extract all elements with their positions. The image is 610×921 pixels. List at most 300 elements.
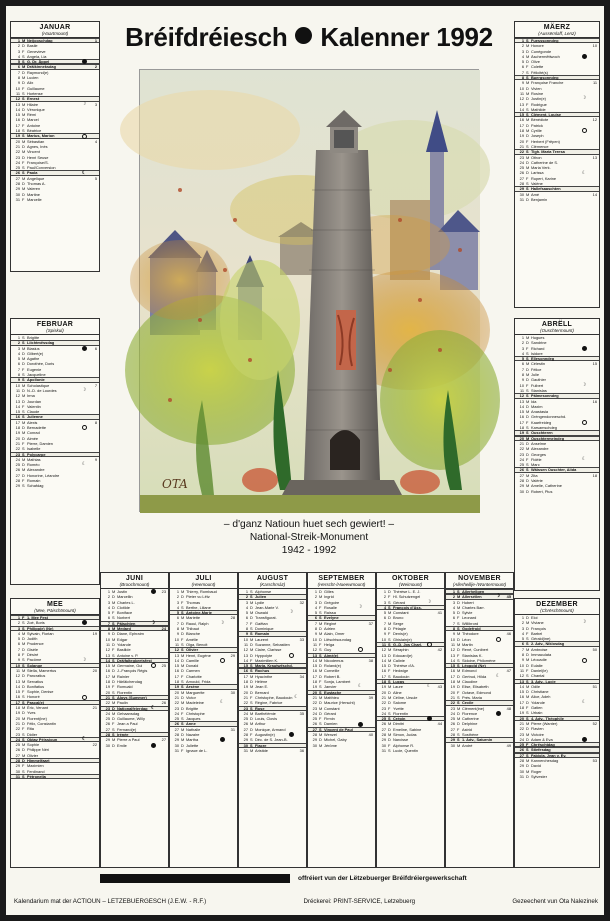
day-number: 15	[15, 112, 20, 118]
day-saint-name: Romain	[27, 478, 41, 484]
day-number: 21	[174, 694, 179, 700]
day-row	[515, 197, 599, 202]
day-saint-name: Adrien	[324, 626, 336, 632]
day-saint-name: Calixte	[393, 657, 405, 663]
day-number: 20	[15, 138, 20, 144]
weekday-letter: S	[457, 700, 460, 706]
weekday-letter: D	[22, 117, 25, 123]
day-number: 17	[450, 673, 455, 679]
weekday-letter: D	[181, 742, 184, 748]
day-number: 9	[521, 657, 524, 663]
day-number: 16	[15, 414, 20, 420]
day-number: 13	[243, 652, 248, 658]
weekday-letter: S	[457, 663, 460, 669]
day-saint-name: Agathe	[27, 356, 40, 362]
day-number: 7	[383, 620, 386, 626]
week-number: 25	[161, 663, 166, 669]
day-saint-name: Félice	[531, 366, 542, 372]
weekday-letter: S	[388, 747, 391, 753]
weekday-letter: D	[388, 652, 391, 658]
weekday-letter: F	[181, 599, 184, 605]
day-saint-name: Janvier	[324, 684, 337, 690]
day-saint-name: Aline	[393, 689, 402, 695]
day-saint-name: Marcel	[27, 117, 39, 123]
day-number: 3	[452, 599, 455, 605]
weekday-letter: S	[250, 742, 253, 748]
day-number: 19	[15, 133, 20, 139]
day-number: 4	[383, 604, 386, 610]
month-header	[239, 573, 306, 589]
day-saint-name: Mariette	[186, 615, 201, 621]
day-saint-name: Alexandre	[531, 446, 549, 452]
day-saint-name: Éric, Venant	[27, 705, 48, 711]
weekday-letter: S	[526, 186, 529, 192]
week-number: 11	[592, 80, 597, 86]
weekday-letter: M	[319, 631, 323, 637]
day-saint-name: Hyacinthe	[255, 673, 273, 679]
week-number: 19	[92, 630, 97, 636]
day-saint-name: Ghislain(e)	[393, 636, 412, 642]
day-number: 13	[381, 652, 386, 658]
weekday-letter: M	[22, 75, 26, 81]
day-saint-name: Françoise/S.	[27, 159, 49, 165]
day-number: 19	[15, 430, 20, 436]
weekday-letter: D	[22, 462, 25, 468]
day-saint-name: Ida	[531, 398, 537, 404]
day-saint-name: Maximien	[27, 763, 44, 769]
weekday-letter: S	[22, 694, 25, 700]
weekday-letter: M	[112, 599, 116, 605]
day-saint-name: Gilles	[324, 589, 334, 594]
day-number: 25	[450, 716, 455, 722]
weekday-letter: M	[250, 721, 254, 727]
day-saint-name: Odile	[531, 683, 541, 689]
day-number: 10	[15, 662, 20, 668]
day-saint-name: Augustin(e)	[255, 732, 275, 738]
day-saint-name: Nationalfeierdag	[117, 705, 148, 711]
day-saint-name: Julien	[255, 594, 267, 600]
day-saint-name: Félix, Constantin	[27, 720, 56, 726]
day-number: 11	[381, 641, 386, 647]
weekday-letter: M	[181, 615, 185, 621]
weekday-letter: F	[22, 689, 25, 695]
weekday-letter: D	[22, 143, 25, 149]
day-number: 20	[15, 435, 20, 441]
day-number: 7	[452, 620, 455, 626]
day-number: 29	[381, 737, 386, 743]
day-saint-name: Gérard	[324, 710, 337, 716]
day-number: 22	[105, 700, 110, 706]
day-saint-name: Rose	[255, 705, 265, 711]
day-saint-name: Simon, Judas	[393, 732, 417, 738]
day-number: 1	[17, 38, 20, 43]
day-saint-name: Ambroise	[531, 646, 548, 652]
day-saint-name: Claudine	[462, 679, 478, 685]
day-row	[11, 483, 99, 488]
weekday-letter: F	[250, 620, 253, 626]
day-saint-name: Gérard	[393, 599, 406, 605]
weekday-letter: M	[457, 679, 461, 685]
day-row	[101, 743, 168, 748]
weekday-letter: S	[526, 425, 529, 431]
day-number: 15	[243, 663, 248, 669]
weekday-letter: D	[457, 599, 460, 605]
day-number: 28	[381, 732, 386, 738]
day-saint-name: Nazaire	[186, 732, 200, 738]
weekday-letter: M	[526, 758, 530, 764]
day-row	[170, 748, 237, 753]
weekday-letter: D	[457, 647, 460, 653]
day-number: 30	[105, 742, 110, 748]
day-saint-name: Chrëschtdag	[531, 742, 555, 748]
last-quarter-moon-icon: ☽	[288, 609, 294, 616]
weekday-letter: D	[526, 196, 529, 202]
day-saint-name: Louis, Clovis	[255, 716, 278, 722]
weekday-letter: D	[388, 626, 391, 632]
weekday-letter: D	[22, 472, 25, 478]
weekday-letter: F	[457, 615, 460, 621]
weekday-letter: M	[526, 657, 530, 663]
day-number: 26	[381, 721, 386, 727]
month-name: JUNI	[125, 575, 144, 582]
caption-line-1: – d'ganz Natioun huet sech gewiert! –	[223, 519, 395, 530]
day-number: 24	[243, 710, 248, 716]
day-number: 30	[174, 742, 179, 748]
day-saint-name: Valeren	[27, 186, 41, 192]
weekday-letter: M	[388, 721, 392, 727]
day-row	[308, 743, 375, 748]
day-number: 19	[519, 710, 524, 716]
day-saint-name: Sosthène	[462, 732, 479, 738]
weekday-letter: F	[22, 196, 25, 202]
day-number: 10	[519, 662, 524, 668]
day-saint-name: François d'Ass.	[393, 604, 422, 610]
day-saint-name: Marcelle	[27, 196, 42, 202]
weekday-letter: D	[526, 122, 529, 128]
weekday-letter: S	[526, 715, 529, 721]
weekday-letter: F	[22, 122, 25, 128]
day-number: 28	[519, 181, 524, 187]
day-number: 23	[312, 705, 317, 711]
weekday-letter: S	[526, 747, 529, 753]
weekday-letter: S	[181, 641, 184, 647]
week-number: 22	[92, 742, 97, 748]
day-number: 1	[521, 335, 524, 340]
day-number: 14	[519, 403, 524, 409]
day-saint-name: Leonard	[462, 615, 477, 621]
day-number: 20	[15, 715, 20, 721]
day-saint-name: Medard	[117, 626, 131, 632]
weekday-letter: D	[250, 726, 253, 732]
day-saint-name: Barthélémie	[255, 710, 276, 716]
day-number: 28	[312, 732, 317, 738]
weekday-letter: S	[457, 620, 460, 626]
day-number: 24	[381, 710, 386, 716]
month-name: MÄERZ	[543, 24, 571, 31]
day-saint-name: Claude	[27, 409, 40, 415]
weekday-letter: S	[250, 705, 253, 711]
week-number: 40	[368, 732, 373, 738]
weekday-letter: F	[22, 763, 25, 769]
title-dot-icon	[295, 27, 312, 44]
day-number: 31	[15, 773, 20, 779]
day-number: 1	[245, 589, 248, 594]
weekday-letter: D	[181, 705, 184, 711]
day-saint-name: Yves	[27, 710, 36, 716]
weekday-letter: D	[112, 679, 115, 685]
day-saint-name: Larissa	[531, 170, 544, 176]
day-number: 25	[519, 742, 524, 748]
day-saint-name: Céline, Ursule	[393, 694, 418, 700]
weekday-letter: D	[250, 716, 253, 722]
weekday-letter: F	[22, 726, 25, 732]
weekday-letter: M	[526, 720, 530, 726]
day-number: 1	[383, 589, 386, 594]
day-saint-name: Genevieve	[27, 48, 46, 54]
week-number: 36	[299, 747, 304, 753]
weekday-letter: D	[388, 726, 391, 732]
week-number: 48	[506, 705, 511, 711]
day-number: 28	[519, 758, 524, 764]
caption-line-2: National-Streik-Monument	[249, 532, 369, 543]
day-number: 8	[17, 372, 20, 378]
day-number: 7	[17, 69, 20, 75]
day-saint-name: Marius, Marion	[27, 133, 55, 139]
weekday-letter: F	[112, 610, 115, 616]
day-number: 2	[17, 620, 20, 626]
month-name: AUGUST	[256, 575, 289, 582]
weekday-letter: M	[319, 620, 323, 626]
day-saint-name: Gaëtan	[255, 620, 268, 626]
weekday-letter: D	[319, 626, 322, 632]
weekday-letter: D	[319, 700, 322, 706]
day-saint-name: Boniface	[117, 610, 133, 616]
day-saint-name: Amelie, Catherine	[531, 483, 562, 489]
day-number: 10	[519, 382, 524, 388]
weekday-letter: S	[22, 59, 25, 65]
weekday-letter: S	[181, 684, 184, 690]
day-saint-name: Othon	[531, 154, 542, 160]
day-saint-name: Paulin	[117, 700, 128, 706]
day-saint-name: Jourdan	[27, 398, 42, 404]
day-number: 27	[312, 726, 317, 732]
day-number: 7	[17, 646, 20, 652]
day-saint-name: Stiefesdag	[531, 747, 551, 753]
day-saint-name: Paola	[27, 170, 38, 176]
day-saint-name: Gatien	[531, 705, 543, 711]
day-saint-name: Gisèle	[27, 646, 39, 652]
weekday-letter: F	[319, 716, 322, 722]
title-left: Bréifdréiesch	[125, 22, 288, 52]
day-saint-name: Maria Verk.	[531, 165, 551, 171]
day-saint-name: Véronique	[27, 106, 45, 112]
weekday-letter: S	[112, 615, 115, 621]
day-number: 18	[381, 679, 386, 685]
day-number: 10	[243, 636, 248, 642]
weekday-letter: M	[250, 610, 254, 616]
day-number: 8	[245, 626, 248, 632]
day-number: 15	[519, 409, 524, 415]
day-number: 26	[105, 721, 110, 727]
day-row	[239, 748, 306, 753]
month-subtitle: (Ouschtermount)	[540, 328, 574, 333]
day-number: 19	[105, 684, 110, 690]
day-number: 6	[521, 361, 524, 367]
weekday-letter: D	[112, 641, 115, 647]
day-saint-name: Florence	[462, 710, 478, 716]
weekday-letter: F	[388, 742, 391, 748]
weekday-letter: S	[181, 604, 184, 610]
day-saint-name: Anastasia	[531, 409, 549, 415]
day-number: 3	[314, 599, 317, 605]
day-saint-name: René, Cunibert	[462, 647, 489, 653]
day-saint-name: Suzanne, Sebastien	[255, 641, 290, 647]
day-saint-name: Philipp(e) (Ne)	[27, 625, 54, 631]
day-number: 24	[105, 710, 110, 716]
weekday-letter: D	[319, 589, 322, 594]
day-number: 17	[105, 673, 110, 679]
weekday-letter: D	[526, 726, 529, 732]
day-saint-name: Robert B.	[324, 673, 341, 679]
day-saint-name: Olga, Benoit	[186, 641, 208, 647]
day-saint-name: Clémence	[531, 143, 549, 149]
weekday-letter: M	[457, 668, 461, 674]
weekday-letter: D	[526, 478, 529, 484]
weekday-letter: S	[388, 716, 391, 722]
day-number: 3	[176, 599, 179, 605]
day-saint-name: Denis(e)	[393, 631, 408, 637]
day-saint-name: Ouschtermeindeg	[531, 435, 565, 441]
day-number: 22	[243, 700, 248, 706]
weekday-letter: D	[22, 710, 25, 716]
weekday-letter: F	[388, 631, 391, 637]
weekday-letter: M	[250, 747, 254, 753]
day-number: 10	[519, 85, 524, 91]
day-saint-name: Aristide	[255, 747, 268, 753]
day-number: 8	[314, 626, 317, 632]
weekday-letter: D	[22, 191, 25, 197]
day-number: 29	[105, 737, 110, 743]
weekday-letter: S	[526, 430, 529, 436]
day-number: 5	[521, 59, 524, 65]
weekday-letter: M	[22, 345, 26, 351]
weekday-letter: F	[250, 732, 253, 738]
weekday-letter: M	[526, 483, 530, 489]
week-number: 15	[592, 361, 597, 367]
weekday-letter: M	[319, 705, 323, 711]
day-saint-name: Hortense	[27, 90, 43, 96]
footer-center: Dréckerei: PRINT-SERVICE, Letzebuerg	[303, 898, 416, 905]
day-number: 6	[17, 361, 20, 367]
week-number: 42	[437, 647, 442, 653]
day-number: 25	[15, 742, 20, 748]
weekday-letter: S	[181, 716, 184, 722]
day-number: 9	[17, 377, 20, 383]
monument-painting-svg	[140, 70, 480, 513]
week-number: 33	[299, 636, 304, 642]
weekday-letter: F	[457, 652, 460, 658]
day-number: 3	[245, 599, 248, 605]
weekday-letter: S	[22, 409, 25, 415]
month-name: SEPTEMBER	[318, 575, 365, 582]
week-number: 43	[437, 684, 442, 690]
day-number: 23	[105, 705, 110, 711]
day-saint-name: Polycarpe	[27, 451, 46, 457]
weekday-letter: S	[22, 133, 25, 139]
weekday-letter: D	[526, 377, 529, 383]
weekday-letter: M	[22, 467, 26, 473]
weekday-letter: S	[526, 75, 529, 81]
day-number: 27	[15, 472, 20, 478]
day-saint-name: Thibaut	[186, 626, 199, 632]
first-quarter-moon-icon: ☾	[357, 683, 363, 690]
day-saint-name: Léon	[462, 636, 471, 642]
month-subtitle: (Herscht-/Hueewmount)	[317, 582, 366, 587]
day-number: 4	[107, 604, 110, 610]
day-number: 30	[519, 488, 524, 494]
weekday-letter: S	[181, 679, 184, 685]
day-number: 9	[245, 631, 248, 637]
day-number: 10	[15, 85, 20, 91]
day-saint-name: Florentin	[393, 710, 409, 716]
weekday-letter: M	[250, 710, 254, 716]
day-number: 29	[312, 737, 317, 743]
weekday-letter: D	[22, 673, 25, 679]
day-saint-name: Octave, Edmond	[462, 689, 491, 695]
month-header	[11, 22, 99, 38]
day-number: 2	[521, 340, 524, 346]
day-saint-name: Monique, Armand	[255, 726, 286, 732]
day-saint-name: Yolande	[531, 699, 545, 705]
day-number: 15	[15, 689, 20, 695]
day-number: 23	[381, 705, 386, 711]
weekday-letter: F	[22, 615, 25, 620]
day-number: 2	[107, 594, 110, 600]
day-saint-name: Godefroid	[462, 626, 481, 632]
day-number: 6	[383, 615, 386, 621]
day-saint-name: Pancratius	[27, 673, 46, 679]
day-saint-name: Chantal	[531, 673, 545, 679]
month-subtitle: (Aussëmlaff, Lenz)	[538, 31, 576, 36]
day-number: 1	[521, 38, 524, 43]
weekday-letter: D	[22, 435, 25, 441]
day-number: 4	[521, 630, 524, 636]
day-saint-name: Rosalie	[324, 604, 337, 610]
day-saint-name: André	[462, 742, 473, 748]
day-number: 16	[519, 694, 524, 700]
day-number: 17	[519, 419, 524, 425]
day-number: 31	[174, 747, 179, 753]
day-number: 24	[519, 456, 524, 462]
day-saint-name: Himmelfaart	[27, 758, 50, 764]
weekday-letter: M	[22, 356, 26, 362]
weekday-letter: D	[526, 615, 529, 620]
weekday-letter: D	[22, 747, 25, 753]
weekday-letter: S	[181, 721, 184, 727]
day-saint-name: Neijooschdag	[27, 38, 53, 43]
day-number: 8	[383, 626, 386, 632]
day-saint-name: Äschermëttwoch	[531, 53, 560, 59]
weekday-letter: S	[181, 610, 184, 616]
weekday-letter: M	[388, 620, 392, 626]
week-number: 7	[94, 382, 97, 388]
weekday-letter: D	[181, 620, 184, 626]
weekday-letter: M	[526, 731, 530, 737]
weekday-letter: M	[22, 64, 26, 70]
weekday-letter: F	[526, 101, 529, 107]
weekday-letter: S	[457, 657, 460, 663]
month-column-februar	[10, 318, 100, 585]
